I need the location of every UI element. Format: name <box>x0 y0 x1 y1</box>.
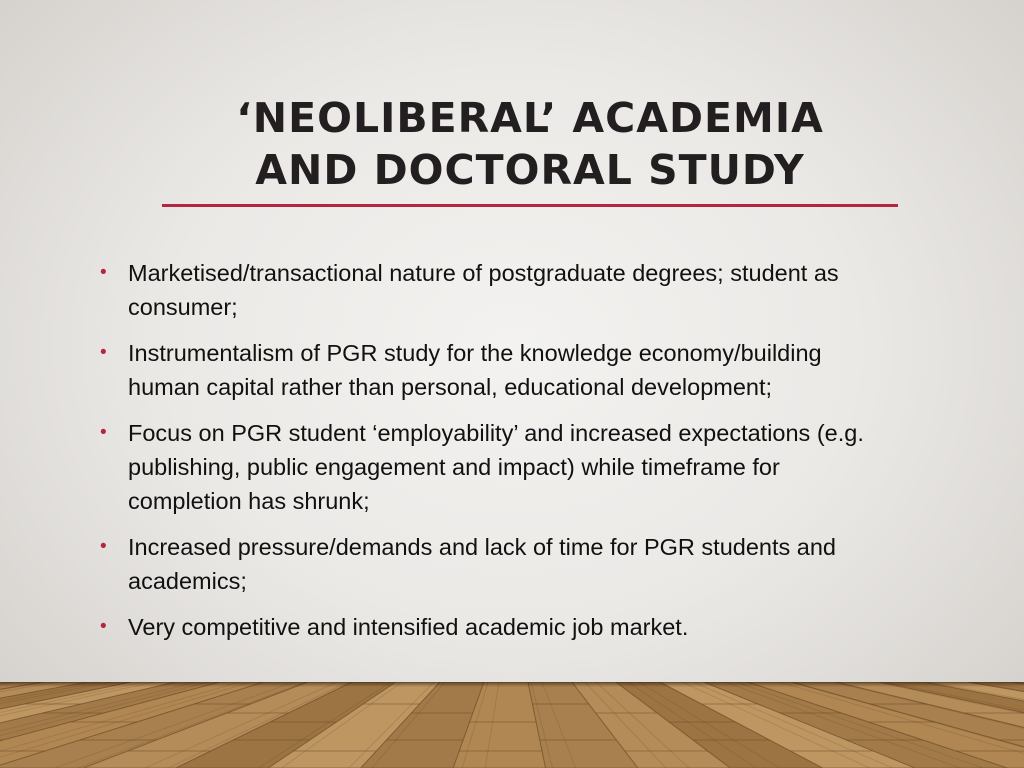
slide-title <box>162 92 898 196</box>
bullet-item <box>100 610 930 644</box>
bullet-dot-icon: • <box>100 342 107 363</box>
bullet-line: Very competitive and intensified academic job market. <box>128 614 689 640</box>
bullet-line: completion has shrunk; <box>128 488 370 514</box>
bullet-item <box>100 256 930 324</box>
bullet-dot-icon: • <box>100 536 107 557</box>
title-underline <box>162 204 898 207</box>
bullet-item <box>100 336 930 404</box>
bullet-dot-icon: • <box>100 616 107 637</box>
bullet-line: Increased pressure/demands and lack of time for PGR students and <box>128 534 836 560</box>
bullet-list <box>100 256 930 656</box>
bullet-dot-icon: • <box>100 422 107 443</box>
bullet-line: Marketised/transactional nature of postgraduate degrees; student as <box>128 260 839 286</box>
bullet-dot-icon: • <box>100 262 107 283</box>
bullet-text <box>128 530 930 598</box>
bullet-item <box>100 416 930 518</box>
bullet-line: publishing, public engagement and impact) while timeframe for <box>128 454 780 480</box>
bullet-line: human capital rather than personal, educational development; <box>128 374 773 400</box>
bullet-text <box>128 416 930 518</box>
title-line-1: ‘NEOLIBERAL’ ACADEMIA <box>236 94 824 142</box>
bullet-text <box>128 256 930 324</box>
bullet-item <box>100 530 930 598</box>
bullet-line: consumer; <box>128 294 238 320</box>
bullet-line: academics; <box>128 568 247 594</box>
floor-edge-shadow <box>0 682 1024 687</box>
bullet-text <box>128 610 930 644</box>
wood-floor <box>0 682 1024 768</box>
bullet-line: Focus on PGR student ‘employability’ and increased expectations (e.g. <box>128 420 864 446</box>
title-line-2: AND DOCTORAL STUDY <box>255 146 805 194</box>
bullet-text <box>128 336 930 404</box>
bullet-line: Instrumentalism of PGR study for the knowledge economy/building <box>128 340 822 366</box>
